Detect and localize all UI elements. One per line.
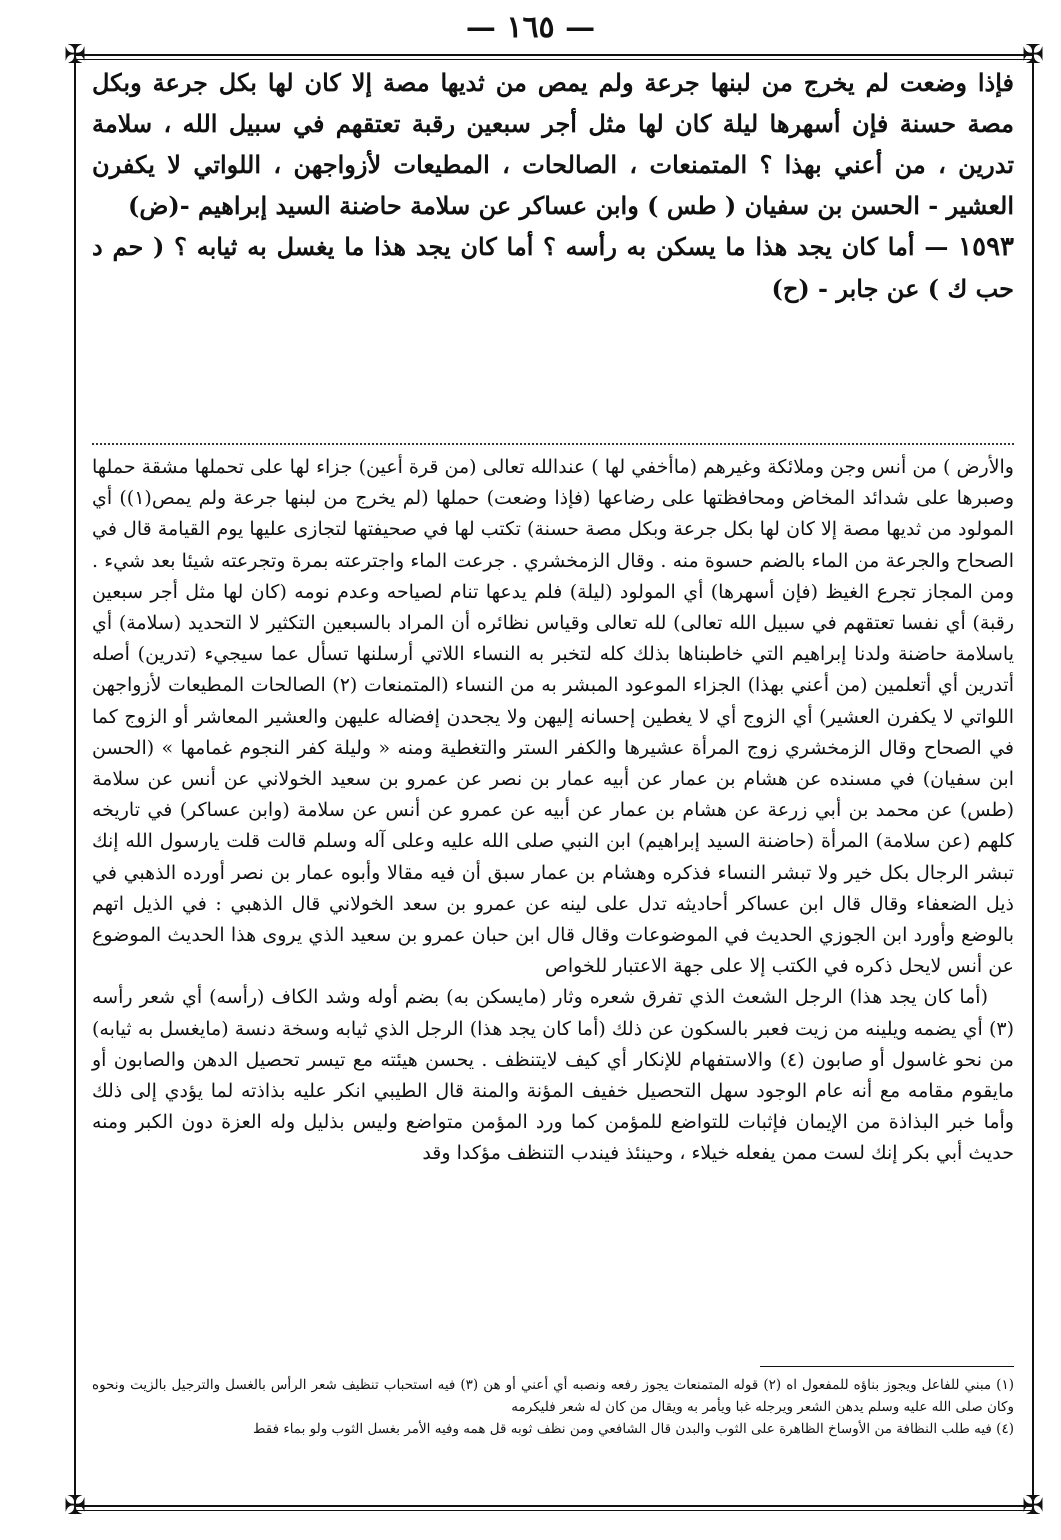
commentary-section <box>92 452 1014 1170</box>
hadith-number: ١٥٩٣ <box>958 232 1014 262</box>
footnotes-section <box>92 1374 1014 1440</box>
page-border-bottom <box>74 1505 1034 1507</box>
page-border-left <box>74 54 76 1506</box>
hadith-section <box>92 62 1014 309</box>
hadith-text: فإذا وضعت لم يخرج من لبنها جرعة ولم يمص من ثديها مصة إلا كان لها بكل جرعة وبكل مصة حسنة فإن أسهرها ليلة كان لها مثل أجر سبعين رقبة تعتقهم في سبيل الله ، سلامة تدرين ، من أعني بهذا ؟ المتمنعات ، الصالحات ، المطيعات لأزواجهن ، اللواتي لا يكفرن العشير - الحسن بن سفيان ( طس ) وابن عساكر عن سلامة حاضنة السيد إبراهيم -(ض) <box>92 68 1015 220</box>
page-border-top <box>74 54 1034 56</box>
commentary-paragraph: (أما كان يجد هذا) الرجل الشعث الذي تفرق شعره وثار (مايسكن به) بضم أوله وشد الكاف (رأسه) أي شعر رأسه (٣) أي يضمه ويلينه من زيت فعبر بالسكون عن ذلك (أما كان يجد هذا) الرجل الذي ثيابه وسخة دنسة (مايغسل به ثيابه) من نحو غاسول أو صابون (٤) والاستفهام للإنكار أي كيف لايتنظف . يحسن هيئته مع تيسر تحصيل الدهن والصابون أو مايقوم مقامه مع أنه عام الوجود سهل التحصيل خفيف المؤنة والمنة قال الطيبي انكر عليه بذاذته لما يؤدي إلى ذلك وأما خبر البذاذة من الإيمان فإثبات للتواضع للمؤمن كما ورد المؤمن متواضع وليس بذليل وله العزة دون الكبر ومنه حديث أبي بكر إنك لست ممن يفعله خيلاء ، وحينئذ فيندب التنظف مؤكدا وقد <box>92 986 1014 1165</box>
page-border-right <box>1032 54 1034 1506</box>
corner-ornament-icon: ✠ <box>1022 40 1044 70</box>
footnote-rule <box>760 1366 1014 1367</box>
page-number: — ١٦٥ — <box>465 10 596 45</box>
footnote-line: (٤) فيه طلب النظافة من الأوساخ الظاهرة على الثوب والبدن قال الشافعي ومن نظف ثوبه قل همه وفيه الأمر بغسل الثوب ولو بماء فقط <box>252 1421 1014 1437</box>
footnote-line: (١) مبني للفاعل ويجوز بناؤه للمفعول اه (٢) قوله المتمنعات يجوز رفعه ونصبه أي أعني أو هن (٣) فيه استحباب تنظيف شعر الرأس بالغسل والترجيل بالزيت ونحوه وكان صلى الله عليه وسلم يدهن الشعر ويرجله غبا ويأمر به ويقال من كان له شعر فليكرمه <box>92 1377 1014 1415</box>
section-divider <box>92 443 1014 445</box>
hadith-entry <box>92 226 1014 309</box>
corner-ornament-icon: ✠ <box>1022 1491 1044 1521</box>
corner-ornament-icon: ✠ <box>64 40 86 70</box>
corner-ornament-icon: ✠ <box>64 1491 86 1521</box>
commentary-paragraph: والأرض ) من أنس وجن وملائكة وغيرهم (ماأخفي لها ) عندالله تعالى (من قرة أعين) جزاء لها على تحملها مشقة حملها وصبرها على شدائد المخاض ومحافظتها على رضاعها (فإذا وضعت) حملها (لم يخرج من لبنها جرعة ولم يمص(١)) أي المولود من ثديها مصة إلا كان لها بكل جرعة وبكل مصة حسنة) تكتب لها في صحيفتها لتجازى عليها يوم القيامة قال في الصحاح والجرعة من الماء بالضم حسوة منه . وقال الزمخشري . جرعت الماء واجترعته بمرة وتجرعته شيئا بعد شيء . ومن المجاز تجرع الغيظ (فإن أسهرها) أي المولود (ليلة) فلم يدعها تنام لصياحه وعدم نومه (كان لها مثل أجر سبعين رقبة) أي نفسا تعتقهم في سبيل الله تعالى) لله تعالى وقياس نظائره أن المراد بالسبعين التكثير لا التحديد (سلامة) أي ياسلامة حاضنة ولدنا إبراهيم التي خاطبناها بذلك كله لتخبر به النساء اللاتي أرسلنها تسأل عما سيجيء (تدرين) أصله أتدرين أي أتعلمين (من أعني بهذا) الجزاء الموعود المبشر به من النساء (المتمنعات (٢) الصالحات المطيعات لأزواجهن اللواتي لا يكفرن العشير) أي الزوج أي لا يغطين إحسانه إليهن ولا يجحدن إفضاله عليهن والعشير المعاشر أو الزوج كما في الصحاح وقال الزمخشري زوج المرأة عشيرها والكفر الستر والتغطية ومنه « وليلة كفر النجوم غمامها » (الحسن ابن سفيان) في مسنده عن هشام بن عمار عن أبيه عمار بن نصر عن عمرو بن سعيد الخولاني عن أنس عن سلامة (طس) عن محمد بن أبي زرعة عن هشام بن عمار عن أبيه عن عمرو عن أنس عن سلامة (وابن عساكر) في تاريخه كلهم (عن سلامة) المرأة (حاضنة السيد إبراهيم) ابن النبي صلى الله عليه وعلى آله وسلم قالت قلت يارسول الله إنك تبشر الرجال بكل خير ولا تبشر النساء فذكره وهشام بن عمار سبق أن فيه مقالا وأبوه عمار بن نصر أورده الذهبي في ذيل الضعفاء وقال قال ابن عساكر أحاديثه تدل على لينه عن عمرو بن سعد الخولاني قال الذهبي : في الذيل اتهم بالوضع وأورد ابن الجوزي الحديث في الموضوعات وقال قال ابن حبان عمرو بن سعيد الذي يروى هذا الحديث الموضوع عن أنس لايحل ذكره في الكتب إلا على جهة الاعتبار للخواص <box>92 456 1015 978</box>
hadith-text-2: — أما كان يجد هذا ما يسكن به رأسه ؟ أما كان يجد هذا ما يغسل به ثيابه ؟ ( حم د حب ك ) عن جابر - (ح) <box>92 232 1014 303</box>
